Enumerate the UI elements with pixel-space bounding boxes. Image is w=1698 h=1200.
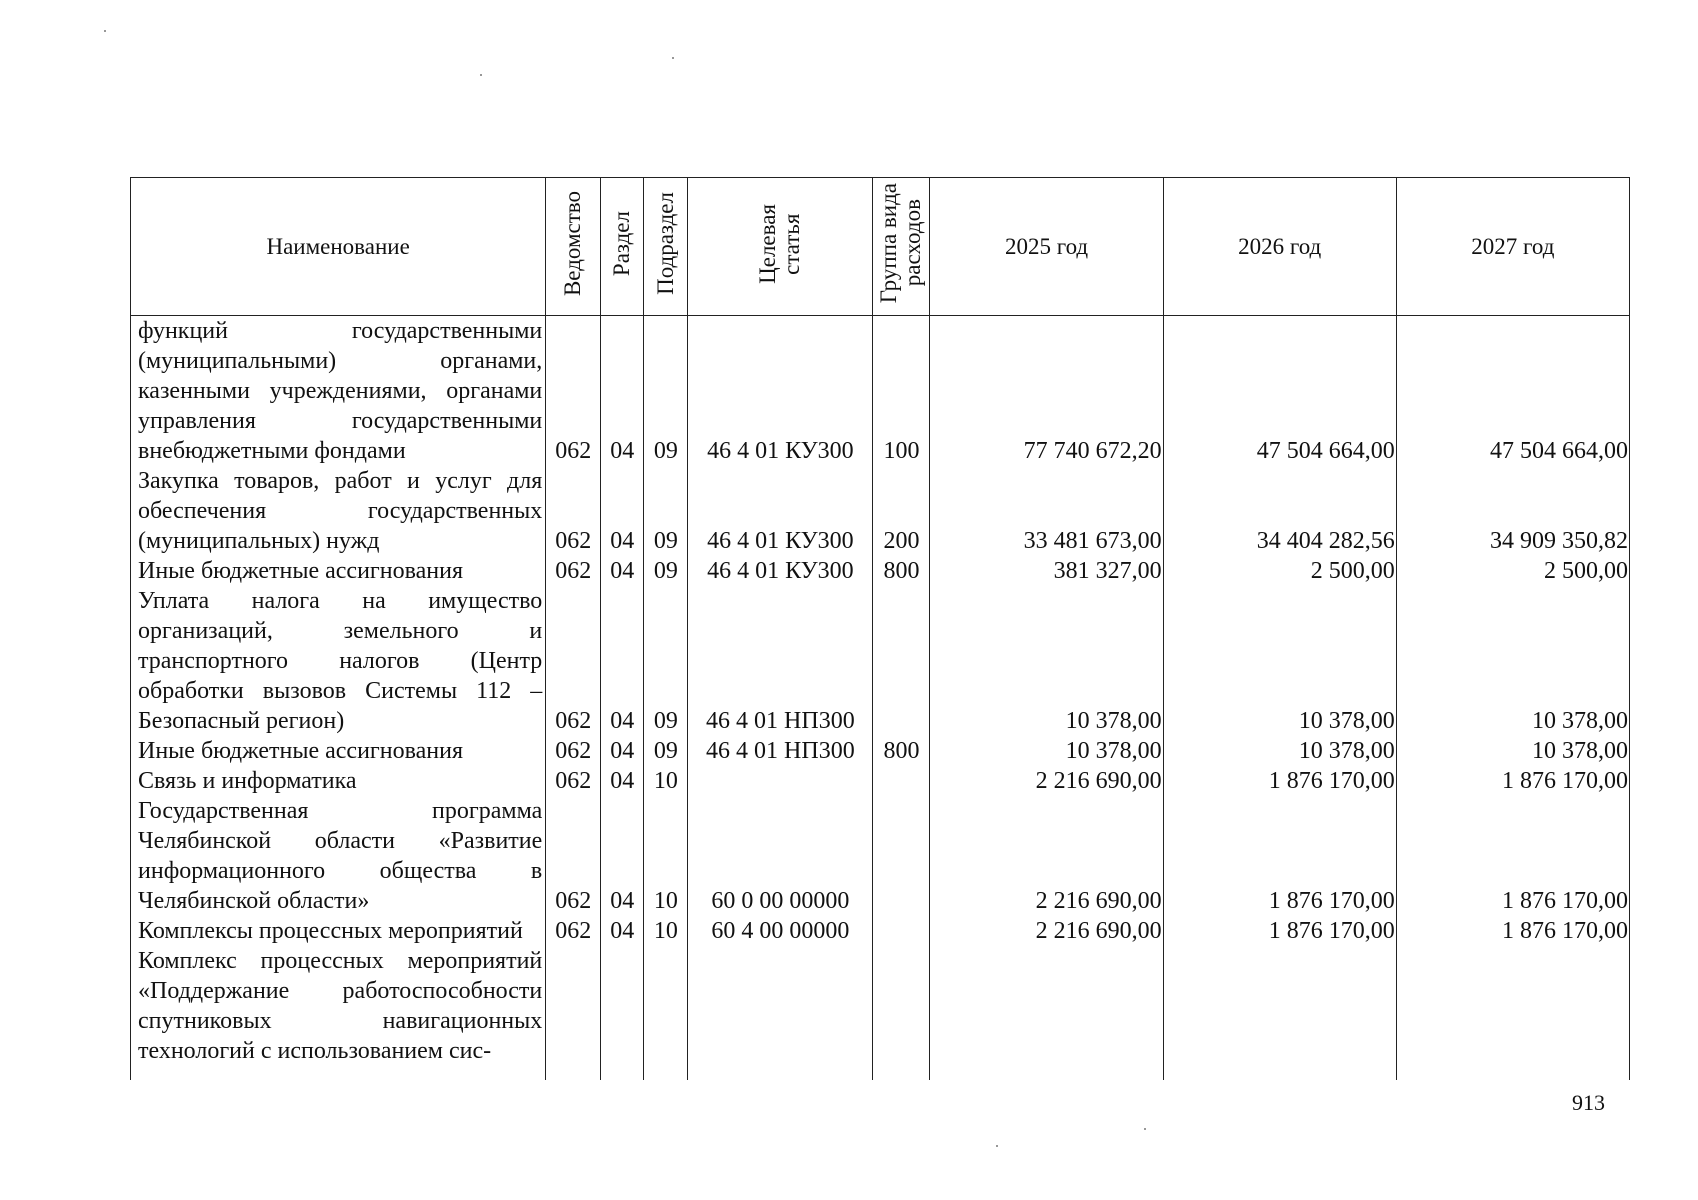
row-target-article: 46 4 01 НП300 <box>688 586 873 736</box>
row-vedomstvo: 062 <box>546 736 601 766</box>
row-podrazdel: 09 <box>644 316 688 467</box>
header-expense-group-label <box>877 183 925 303</box>
row-amount-2026: 1 876 170,00 <box>1163 916 1396 946</box>
row-vedomstvo: 062 <box>546 466 601 556</box>
row-target-article: 46 4 01 КУ300 <box>688 556 873 586</box>
scan-speck <box>1144 1128 1146 1130</box>
row-amount-2026: 2 500,00 <box>1163 556 1396 586</box>
header-year-2025-label: 2025 год <box>1004 233 1089 259</box>
row-expense-group: 200 <box>873 466 930 556</box>
row-name: Закупка товаров, работ и услуг для обеспечения государственных (муниципальных) нужд <box>131 466 546 556</box>
row-amount-2026: 47 504 664,00 <box>1163 316 1396 467</box>
continuation-cell <box>131 1066 546 1080</box>
table-row <box>131 316 1630 467</box>
row-expense-group <box>873 586 930 736</box>
header-target-line2: статья <box>779 212 805 275</box>
row-razdel: 04 <box>601 556 644 586</box>
row-vedomstvo: 062 <box>546 316 601 467</box>
row-podrazdel <box>644 946 688 1066</box>
header-year-2026-label: 2026 год <box>1238 233 1322 259</box>
row-podrazdel: 09 <box>644 556 688 586</box>
header-vedomstvo <box>546 178 601 316</box>
row-vedomstvo <box>546 946 601 1066</box>
row-expense-group: 100 <box>873 316 930 467</box>
row-name: Иные бюджетные ассигнования <box>131 736 546 766</box>
row-amount-2027: 2 500,00 <box>1396 556 1629 586</box>
row-razdel: 04 <box>601 916 644 946</box>
continuation-cell <box>1163 1066 1396 1080</box>
header-vedomstvo-label: Ведомство <box>560 190 586 297</box>
row-expense-group: 800 <box>873 736 930 766</box>
row-razdel: 04 <box>601 766 644 796</box>
row-amount-2025: 2 216 690,00 <box>930 916 1163 946</box>
header-razdel <box>601 178 644 316</box>
header-year-2027-label: 2027 год <box>1471 233 1555 259</box>
row-name: Уплата налога на имущество организаций, земельного и транспортного налогов (Центр обработки вызовов Системы 112 – Безопасный регион) <box>131 586 546 736</box>
row-target-article: 46 4 01 КУ300 <box>688 466 873 556</box>
row-name: Связь и информатика <box>131 766 546 796</box>
header-podrazdel-label: Подраздел <box>652 192 678 295</box>
header-group-line1: Группа вида <box>876 183 902 304</box>
row-name: Государственная программа Челябинской области «Развитие информационного общества в Челябинской области» <box>131 796 546 916</box>
row-amount-2027: 1 876 170,00 <box>1396 796 1629 916</box>
row-amount-2027: 10 378,00 <box>1396 586 1629 736</box>
row-expense-group: 800 <box>873 556 930 586</box>
row-target-article: 60 4 00 00000 <box>688 916 873 946</box>
row-podrazdel: 09 <box>644 466 688 556</box>
row-amount-2026: 10 378,00 <box>1163 736 1396 766</box>
row-amount-2025: 77 740 672,20 <box>930 316 1163 467</box>
continuation-cell <box>1396 1066 1629 1080</box>
continuation-cell <box>873 1066 930 1080</box>
table-row <box>131 946 1630 1066</box>
row-amount-2027 <box>1396 946 1629 1066</box>
row-amount-2025: 2 216 690,00 <box>930 796 1163 916</box>
header-podrazdel <box>644 178 688 316</box>
table-row <box>131 736 1630 766</box>
header-target-article-label <box>756 204 804 284</box>
row-amount-2027: 47 504 664,00 <box>1396 316 1629 467</box>
row-razdel: 04 <box>601 316 644 467</box>
row-target-article <box>688 946 873 1066</box>
row-expense-group <box>873 796 930 916</box>
row-vedomstvo: 062 <box>546 796 601 916</box>
row-vedomstvo: 062 <box>546 586 601 736</box>
row-amount-2026 <box>1163 946 1396 1066</box>
row-target-article: 46 4 01 НП300 <box>688 736 873 766</box>
row-expense-group <box>873 766 930 796</box>
row-amount-2026: 1 876 170,00 <box>1163 766 1396 796</box>
table-row <box>131 916 1630 946</box>
row-expense-group <box>873 946 930 1066</box>
scan-speck <box>672 57 674 59</box>
row-vedomstvo: 062 <box>546 766 601 796</box>
table-row <box>131 466 1630 556</box>
row-podrazdel: 10 <box>644 796 688 916</box>
row-target-article: 46 4 01 КУ300 <box>688 316 873 467</box>
budget-table-page <box>130 177 1630 1080</box>
header-name-label: Наименование <box>266 233 410 259</box>
row-name: функций государственными (муниципальными) органами, казенными учреждениями, органами управления государственными внебюджетными фондами <box>131 316 546 467</box>
row-name: Комплексы процессных мероприятий <box>131 916 546 946</box>
scan-speck <box>480 74 482 76</box>
header-group-line2: расходов <box>900 199 926 288</box>
row-amount-2026: 34 404 282,56 <box>1163 466 1396 556</box>
row-amount-2025: 2 216 690,00 <box>930 766 1163 796</box>
row-target-article: 60 0 00 00000 <box>688 796 873 916</box>
header-target-line1: Целевая <box>755 203 781 284</box>
budget-table <box>130 177 1630 1080</box>
page-number: 913 <box>1572 1090 1605 1115</box>
row-podrazdel: 09 <box>644 736 688 766</box>
row-amount-2027: 34 909 350,82 <box>1396 466 1629 556</box>
row-podrazdel: 10 <box>644 916 688 946</box>
row-razdel: 04 <box>601 586 644 736</box>
continuation-cell <box>930 1066 1163 1080</box>
row-razdel: 04 <box>601 796 644 916</box>
scan-speck <box>104 30 106 32</box>
row-razdel: 04 <box>601 736 644 766</box>
row-amount-2026: 10 378,00 <box>1163 586 1396 736</box>
header-year-2026 <box>1163 178 1396 316</box>
row-amount-2025: 10 378,00 <box>930 586 1163 736</box>
header-year-2025 <box>930 178 1163 316</box>
row-razdel: 04 <box>601 466 644 556</box>
continuation-cell <box>601 1066 644 1080</box>
row-name: Комплекс процессных мероприятий «Поддержание работоспособности спутниковых навигационных технологий с использованием сис- <box>131 946 546 1066</box>
table-row <box>131 796 1630 916</box>
scan-speck <box>996 1145 998 1147</box>
row-amount-2027: 1 876 170,00 <box>1396 766 1629 796</box>
table-row <box>131 556 1630 586</box>
row-amount-2025 <box>930 946 1163 1066</box>
header-name <box>131 178 546 316</box>
row-amount-2027: 10 378,00 <box>1396 736 1629 766</box>
table-header-row <box>131 178 1630 316</box>
row-target-article <box>688 766 873 796</box>
row-vedomstvo: 062 <box>546 556 601 586</box>
header-target-article <box>688 178 873 316</box>
row-podrazdel: 09 <box>644 586 688 736</box>
table-row-continuation <box>131 1066 1630 1080</box>
header-expense-group <box>873 178 930 316</box>
continuation-cell <box>644 1066 688 1080</box>
header-razdel-label: Раздел <box>609 210 635 277</box>
row-amount-2025: 10 378,00 <box>930 736 1163 766</box>
row-amount-2025: 33 481 673,00 <box>930 466 1163 556</box>
row-amount-2025: 381 327,00 <box>930 556 1163 586</box>
row-vedomstvo: 062 <box>546 916 601 946</box>
continuation-cell <box>546 1066 601 1080</box>
row-razdel <box>601 946 644 1066</box>
table-row <box>131 766 1630 796</box>
row-podrazdel: 10 <box>644 766 688 796</box>
row-name: Иные бюджетные ассигнования <box>131 556 546 586</box>
row-amount-2026: 1 876 170,00 <box>1163 796 1396 916</box>
continuation-cell <box>688 1066 873 1080</box>
header-year-2027 <box>1396 178 1629 316</box>
row-expense-group <box>873 916 930 946</box>
row-amount-2027: 1 876 170,00 <box>1396 916 1629 946</box>
table-row <box>131 586 1630 736</box>
